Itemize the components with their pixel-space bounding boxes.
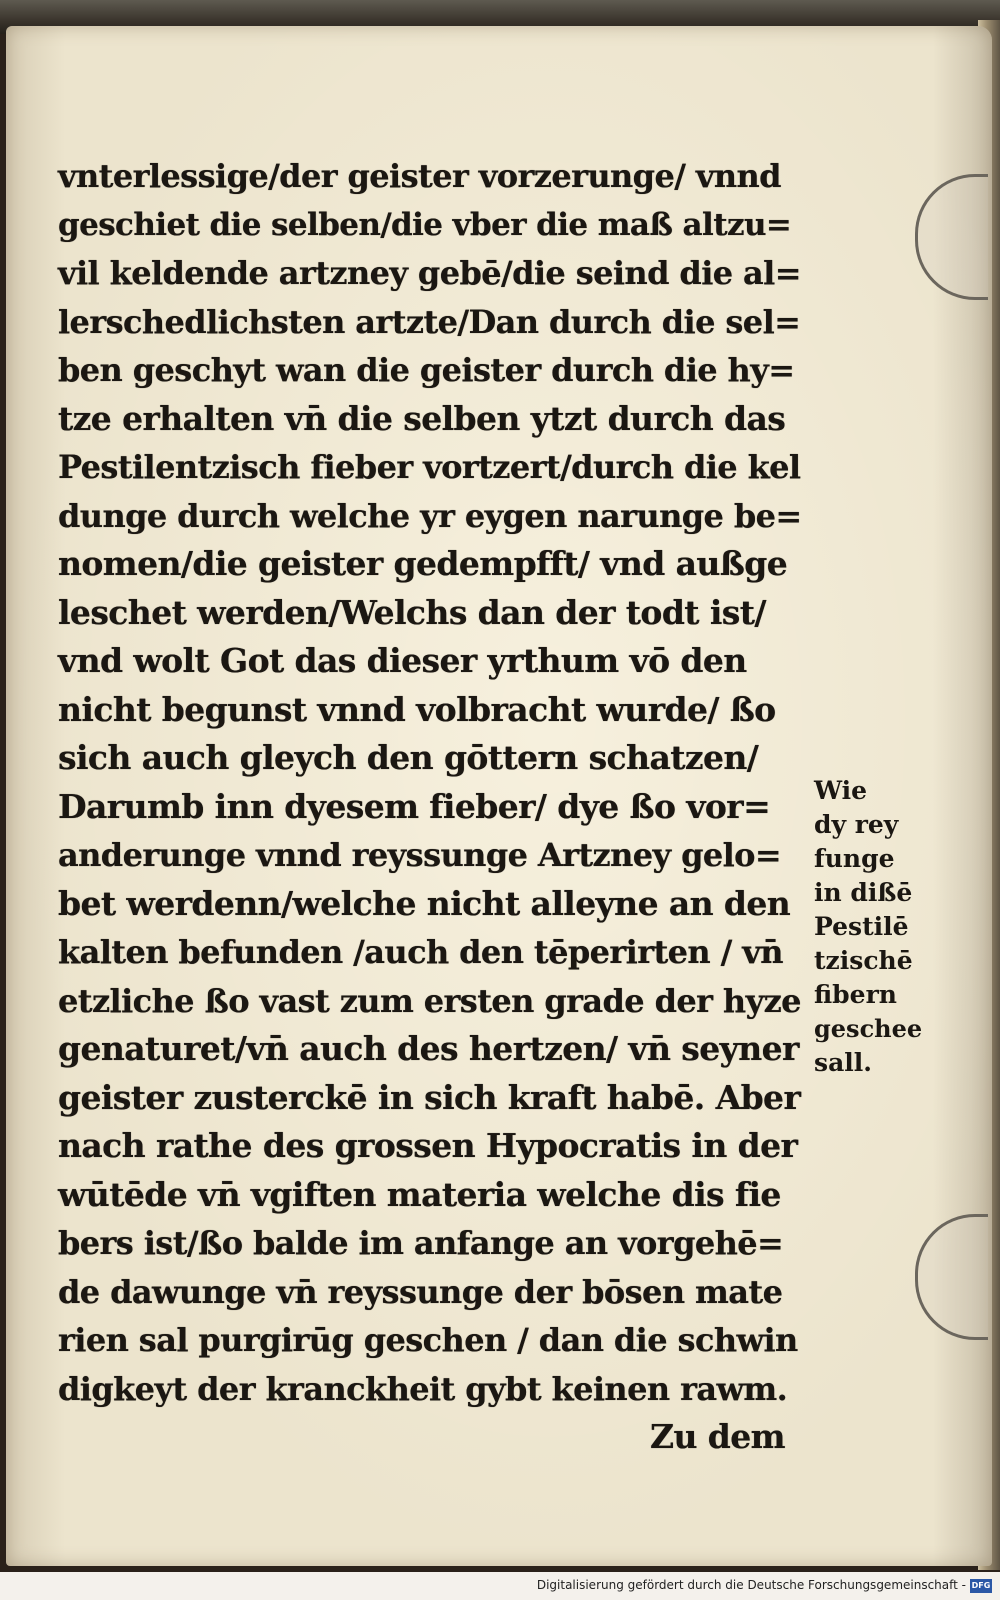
funding-credit: Digitalisierung gefördert durch die Deutsche Forschungsgemeinschaft - — [536, 1578, 966, 1592]
margin-note-line: fibern — [814, 980, 897, 1009]
text-line: vnd wolt Got das dieser yrthum vō den — [58, 641, 747, 680]
text-line: etzliche ßo vast zum ersten grade der hyze — [58, 981, 801, 1020]
margin-note-line: geschee — [814, 1014, 923, 1043]
margin-note-line: Wie — [814, 776, 868, 805]
margin-note-line: in dißē — [814, 878, 913, 907]
text-line: vil keldende artzney gebē/die seind die al= — [58, 254, 801, 292]
text-line: tze erhalten vn̄ die selben ytzt durch das — [58, 398, 786, 438]
text-line: anderunge vnnd reyssunge Artzney gelo= — [58, 836, 782, 874]
margin-note-line: Pestilē — [814, 912, 909, 941]
text-line: rien sal purgirūg geschen / dan die schwin — [58, 1321, 798, 1359]
margin-note-line: sall. — [814, 1048, 872, 1077]
text-line: leschet werden/Welchs dan der todt ist/ — [58, 592, 766, 632]
catchword: Zu dem — [650, 1417, 785, 1456]
text-line: geister zusterckē in sich kraft habē. Aber — [58, 1077, 801, 1117]
text-line: dunge durch welche yr eygen narunge be= — [58, 496, 802, 535]
metal-clasp-top — [915, 174, 988, 300]
text-line: lerschedlichsten artzte/Dan durch die sel= — [58, 302, 801, 341]
metal-clasp-bottom — [915, 1214, 988, 1340]
text-line: bet werdenn/welche nicht alleyne an den — [58, 883, 791, 923]
text-line: geschiet die selben/die vber die maß altzu= — [58, 206, 792, 243]
text-line: nomen/die geister gedempfft/ vnd außge — [58, 544, 788, 583]
text-line: Pestilentzisch fieber vortzert/durch die kel — [58, 448, 801, 486]
margin-note-line: dy rey — [814, 810, 899, 839]
text-line: bers ist/ßo balde im anfange an vorgehē= — [58, 1224, 784, 1262]
text-line: wūtēde vn̄ vgiften materia welche dis fie — [58, 1174, 781, 1214]
text-line: vnterlessige/der geister vorzerunge/ vnnd — [58, 157, 781, 195]
main-text-block — [58, 152, 803, 1462]
text-line: ben geschyt wan die geister durch die hy= — [58, 351, 795, 389]
text-line: digkeyt der kranckheit gybt keinen rawm. — [58, 1369, 788, 1408]
marginal-note — [814, 774, 924, 1080]
text-line: de dawunge vn̄ reyssunge der bōsen mate — [58, 1272, 783, 1311]
margin-note-line: funge — [814, 844, 895, 873]
margin-note-line: tzischē — [814, 946, 913, 975]
book-page — [6, 26, 992, 1566]
dfg-logo: DFG — [970, 1579, 992, 1593]
text-line: nach rathe des grossen Hypocratis in der — [58, 1126, 798, 1165]
text-line: nicht begunst vnnd volbracht wurde/ ßo — [58, 689, 776, 729]
text-line: kalten befunden /auch den tēperirten / vn̄ — [58, 933, 783, 971]
text-line: genaturet/vn̄ auch des hertzen/ vn̄ seyner — [58, 1029, 799, 1068]
digitization-footer — [0, 1572, 1000, 1600]
text-line: Darumb inn dyesem fieber/ dye ßo vor= — [58, 786, 771, 826]
text-line: sich auch gleych den gōttern schatzen/ — [58, 738, 759, 777]
